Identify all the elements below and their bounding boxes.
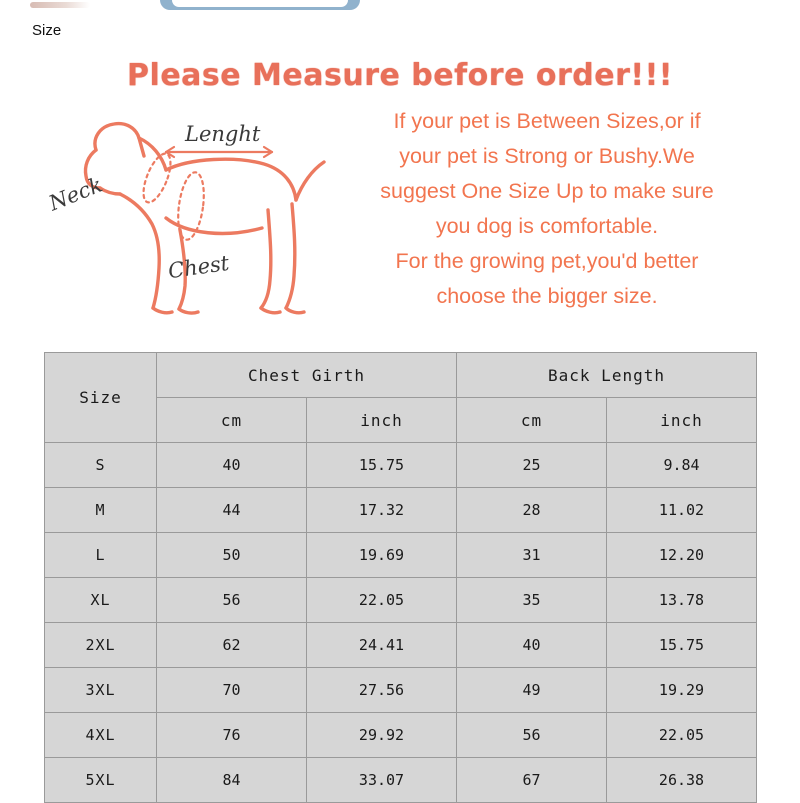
- cell-chest-cm: 50: [157, 533, 307, 578]
- cell-back-inch: 26.38: [607, 758, 757, 803]
- table-row: [45, 488, 757, 533]
- cell-size: 4XL: [45, 713, 157, 758]
- size-chart-table: [44, 352, 757, 803]
- header-back-inch: inch: [607, 398, 757, 443]
- diagram-label-neck: Neck: [45, 172, 106, 216]
- note-line: suggest One Size Up to make sure: [380, 179, 714, 203]
- header-chest-cm: cm: [157, 398, 307, 443]
- cell-back-cm: 67: [457, 758, 607, 803]
- cell-chest-inch: 27.56: [307, 668, 457, 713]
- note-line: choose the bigger size.: [436, 284, 658, 308]
- cell-chest-inch: 29.92: [307, 713, 457, 758]
- cell-back-inch: 11.02: [607, 488, 757, 533]
- cell-size: XL: [45, 578, 157, 623]
- cell-back-cm: 25: [457, 443, 607, 488]
- cell-size: 5XL: [45, 758, 157, 803]
- cell-back-inch: 12.20: [607, 533, 757, 578]
- page-title: Please Measure before order!!!: [127, 58, 673, 93]
- cell-chest-inch: 17.32: [307, 488, 457, 533]
- table-row: [45, 443, 757, 488]
- note-line: your pet is Strong or Bushy.We: [399, 144, 695, 168]
- cell-size: S: [45, 443, 157, 488]
- header-back-length: Back Length: [457, 353, 757, 398]
- cell-back-inch: 13.78: [607, 578, 757, 623]
- cell-chest-inch: 24.41: [307, 623, 457, 668]
- cell-chest-inch: 22.05: [307, 578, 457, 623]
- dog-measurement-diagram: [40, 100, 340, 340]
- decorative-arc-inner: [172, 0, 348, 7]
- header-chest-girth: Chest Girth: [157, 353, 457, 398]
- decorative-mark-left: [30, 2, 90, 8]
- cell-back-inch: 22.05: [607, 713, 757, 758]
- header-size: Size: [45, 353, 157, 443]
- cell-chest-cm: 62: [157, 623, 307, 668]
- table-row: [45, 713, 757, 758]
- table-row: [45, 578, 757, 623]
- cell-chest-cm: 44: [157, 488, 307, 533]
- cell-size: L: [45, 533, 157, 578]
- sizing-note: [322, 104, 772, 314]
- table-row: [45, 668, 757, 713]
- header-chest-inch: inch: [307, 398, 457, 443]
- table-row: [45, 533, 757, 578]
- cell-chest-cm: 56: [157, 578, 307, 623]
- cell-back-cm: 40: [457, 623, 607, 668]
- cell-chest-inch: 33.07: [307, 758, 457, 803]
- cell-size: 2XL: [45, 623, 157, 668]
- cell-back-cm: 28: [457, 488, 607, 533]
- size-label: Size: [32, 22, 62, 39]
- cell-chest-inch: 15.75: [307, 443, 457, 488]
- cell-back-inch: 15.75: [607, 623, 757, 668]
- header-back-cm: cm: [457, 398, 607, 443]
- cell-chest-cm: 70: [157, 668, 307, 713]
- cell-chest-cm: 76: [157, 713, 307, 758]
- diagram-label-chest: Chest: [166, 250, 231, 284]
- table-row: [45, 758, 757, 803]
- cell-back-inch: 19.29: [607, 668, 757, 713]
- cell-chest-cm: 40: [157, 443, 307, 488]
- cell-size: M: [45, 488, 157, 533]
- cell-back-inch: 9.84: [607, 443, 757, 488]
- cell-back-cm: 56: [457, 713, 607, 758]
- cell-back-cm: 31: [457, 533, 607, 578]
- note-line: For the growing pet,you'd better: [395, 249, 699, 273]
- cell-chest-inch: 19.69: [307, 533, 457, 578]
- cell-back-cm: 49: [457, 668, 607, 713]
- table-header-row: [45, 353, 757, 398]
- table-row: [45, 623, 757, 668]
- top-decorative-strip: [0, 0, 800, 20]
- cell-chest-cm: 84: [157, 758, 307, 803]
- diagram-label-length: Lenght: [185, 122, 261, 146]
- cell-back-cm: 35: [457, 578, 607, 623]
- cell-size: 3XL: [45, 668, 157, 713]
- note-line: you dog is comfortable.: [435, 214, 659, 238]
- note-line: If your pet is Between Sizes,or if: [393, 109, 701, 133]
